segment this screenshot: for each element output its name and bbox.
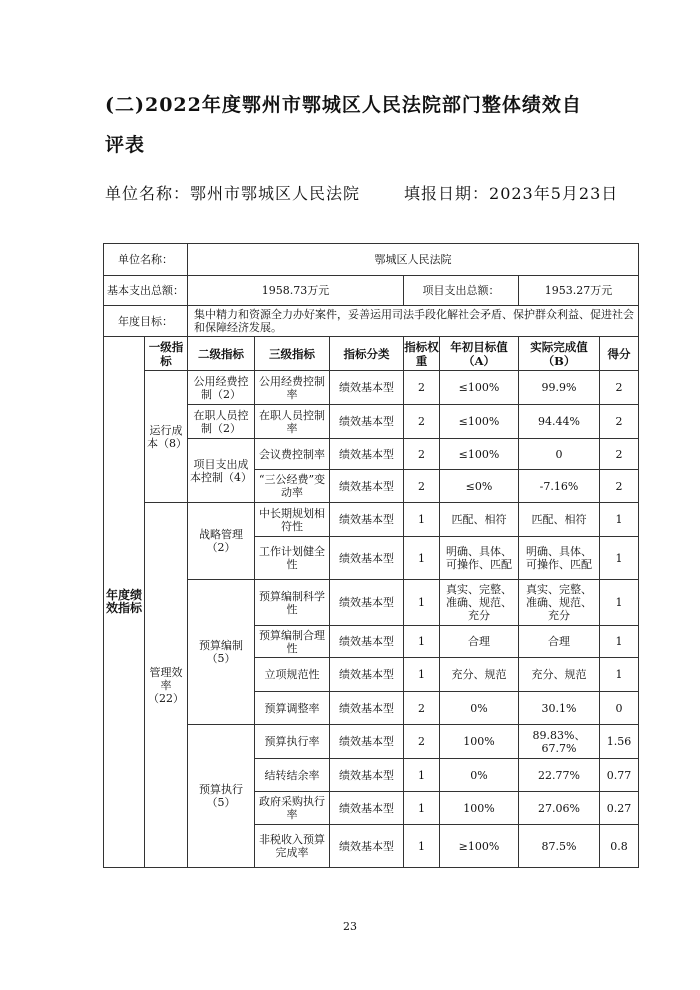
score-cell: 2 (600, 371, 639, 405)
weight-cell: 1 (404, 792, 440, 825)
header-category: 指标分类 (330, 337, 404, 371)
project-exp-label: 项目支出总额： (404, 276, 519, 306)
weight-cell: 1 (404, 503, 440, 537)
level1-running-cost: 运行成本（8） (145, 371, 188, 503)
score-cell: 0.8 (600, 825, 639, 868)
level3-cell: 预算编制科学性 (255, 580, 330, 626)
target-cell: 100% (440, 792, 519, 825)
category-cell: 绩效基本型 (330, 371, 404, 405)
actual-cell: 27.06% (519, 792, 600, 825)
target-cell: 充分、规范 (440, 658, 519, 692)
actual-cell: 22.77% (519, 759, 600, 792)
weight-cell: 2 (404, 725, 440, 759)
actual-cell: -7.16% (519, 470, 600, 503)
weight-cell: 1 (404, 626, 440, 658)
score-cell: 1 (600, 503, 639, 537)
score-cell: 1 (600, 626, 639, 658)
actual-cell: 87.5% (519, 825, 600, 868)
category-cell: 绩效基本型 (330, 626, 404, 658)
header-actual: 实际完成值（B） (519, 337, 600, 371)
score-cell: 0.27 (600, 792, 639, 825)
actual-cell: 89.83%、67.7% (519, 725, 600, 759)
target-cell: ≤100% (440, 371, 519, 405)
target-cell: 100% (440, 725, 519, 759)
level2-project-cost: 项目支出成本控制（4） (188, 439, 255, 503)
actual-cell: 匹配、相符 (519, 503, 600, 537)
performance-table (103, 243, 639, 868)
weight-cell: 1 (404, 580, 440, 626)
category-cell: 绩效基本型 (330, 759, 404, 792)
level3-cell: 工作计划健全性 (255, 537, 330, 580)
actual-cell: 0 (519, 439, 600, 470)
category-cell: 绩效基本型 (330, 405, 404, 439)
document-title-cont: 评表 (105, 134, 146, 156)
target-cell: ≤0% (440, 470, 519, 503)
unit-line (105, 181, 618, 204)
level3-cell: 预算调整率 (255, 692, 330, 725)
actual-cell: 明确、具体、可操作、匹配 (519, 537, 600, 580)
category-cell: 绩效基本型 (330, 658, 404, 692)
score-cell: 0 (600, 692, 639, 725)
actual-cell: 30.1% (519, 692, 600, 725)
table-row (104, 371, 639, 405)
level3-cell: 结转结余率 (255, 759, 330, 792)
category-cell: 绩效基本型 (330, 692, 404, 725)
level3-cell: 预算执行率 (255, 725, 330, 759)
level3-cell: 会议费控制率 (255, 439, 330, 470)
header-weight: 指标权重 (404, 337, 440, 371)
weight-cell: 2 (404, 371, 440, 405)
weight-cell: 2 (404, 692, 440, 725)
weight-cell: 1 (404, 658, 440, 692)
target-cell: 明确、具体、可操作、匹配 (440, 537, 519, 580)
score-cell: 2 (600, 405, 639, 439)
target-cell: ≥100% (440, 825, 519, 868)
target-cell: 0% (440, 692, 519, 725)
actual-cell: 真实、完整、准确、规范、充分 (519, 580, 600, 626)
weight-cell: 2 (404, 439, 440, 470)
actual-cell: 合理 (519, 626, 600, 658)
unit-name: 单位名称：鄂州市鄂城区人民法院 (105, 184, 361, 203)
score-cell: 1 (600, 537, 639, 580)
basic-exp-value: 1958.73万元 (188, 276, 404, 306)
level2-strategy: 战略管理（2） (188, 503, 255, 580)
level3-cell: 非税收入预算完成率 (255, 825, 330, 868)
score-cell: 1.56 (600, 725, 639, 759)
score-cell: 1 (600, 658, 639, 692)
actual-cell: 充分、规范 (519, 658, 600, 692)
actual-cell: 99.9% (519, 371, 600, 405)
level3-cell: 预算编制合理性 (255, 626, 330, 658)
basic-exp-label: 基本支出总额： (104, 276, 188, 306)
target-cell: 合理 (440, 626, 519, 658)
level1-mgmt-efficiency: 管理效率（22） (145, 503, 188, 868)
level3-cell: 中长期规划相符性 (255, 503, 330, 537)
target-cell: ≤100% (440, 405, 519, 439)
target-cell: 0% (440, 759, 519, 792)
category-cell: 绩效基本型 (330, 580, 404, 626)
level3-cell: 在职人员控制率 (255, 405, 330, 439)
info-row-goal (104, 306, 639, 337)
category-cell: 绩效基本型 (330, 470, 404, 503)
category-cell: 绩效基本型 (330, 503, 404, 537)
score-cell: 2 (600, 439, 639, 470)
fill-date: 填报日期：2023年5月23日 (404, 184, 619, 203)
score-cell: 1 (600, 580, 639, 626)
weight-cell: 1 (404, 759, 440, 792)
info-row-exp (104, 276, 639, 306)
document-title: (二)2022年度鄂州市鄂城区人民法院部门整体绩效自 (105, 94, 582, 116)
goal-value: 集中精力和资源全力办好案件，妥善运用司法手段化解社会矛盾、保护群众利益、促进社会和保障经济发展。 (188, 306, 639, 337)
table-row (104, 503, 639, 537)
header-level3: 三级指标 (255, 337, 330, 371)
header-score: 得分 (600, 337, 639, 371)
score-cell: 0.77 (600, 759, 639, 792)
target-cell: ≤100% (440, 439, 519, 470)
unit-name-label: 单位名称： (104, 244, 188, 276)
annual-indicators-label: 年度绩效指标 (104, 337, 145, 868)
category-cell: 绩效基本型 (330, 537, 404, 580)
level2-public-expense: 公用经费控制（2） (188, 371, 255, 405)
unit-name-value: 鄂城区人民法院 (188, 244, 639, 276)
project-exp-value: 1953.27万元 (519, 276, 639, 306)
level3-cell: 立项规范性 (255, 658, 330, 692)
page-number: 23 (343, 920, 357, 933)
level2-staff: 在职人员控制（2） (188, 405, 255, 439)
level2-budget-prep: 预算编制（5） (188, 580, 255, 725)
target-cell: 真实、完整、准确、规范、充分 (440, 580, 519, 626)
category-cell: 绩效基本型 (330, 825, 404, 868)
score-cell: 2 (600, 470, 639, 503)
category-cell: 绩效基本型 (330, 792, 404, 825)
level3-cell: 政府采购执行率 (255, 792, 330, 825)
level3-cell: “三公经费”变动率 (255, 470, 330, 503)
category-cell: 绩效基本型 (330, 439, 404, 470)
goal-label: 年度目标： (104, 306, 188, 337)
level3-cell: 公用经费控制率 (255, 371, 330, 405)
target-cell: 匹配、相符 (440, 503, 519, 537)
info-row-unit (104, 244, 639, 276)
weight-cell: 2 (404, 470, 440, 503)
header-level2: 二级指标 (188, 337, 255, 371)
weight-cell: 2 (404, 405, 440, 439)
weight-cell: 1 (404, 825, 440, 868)
level2-budget-exec: 预算执行（5） (188, 725, 255, 868)
header-target: 年初目标值（A） (440, 337, 519, 371)
category-cell: 绩效基本型 (330, 725, 404, 759)
header-level1: 一级指标 (145, 337, 188, 371)
weight-cell: 1 (404, 537, 440, 580)
actual-cell: 94.44% (519, 405, 600, 439)
header-row (104, 337, 639, 371)
